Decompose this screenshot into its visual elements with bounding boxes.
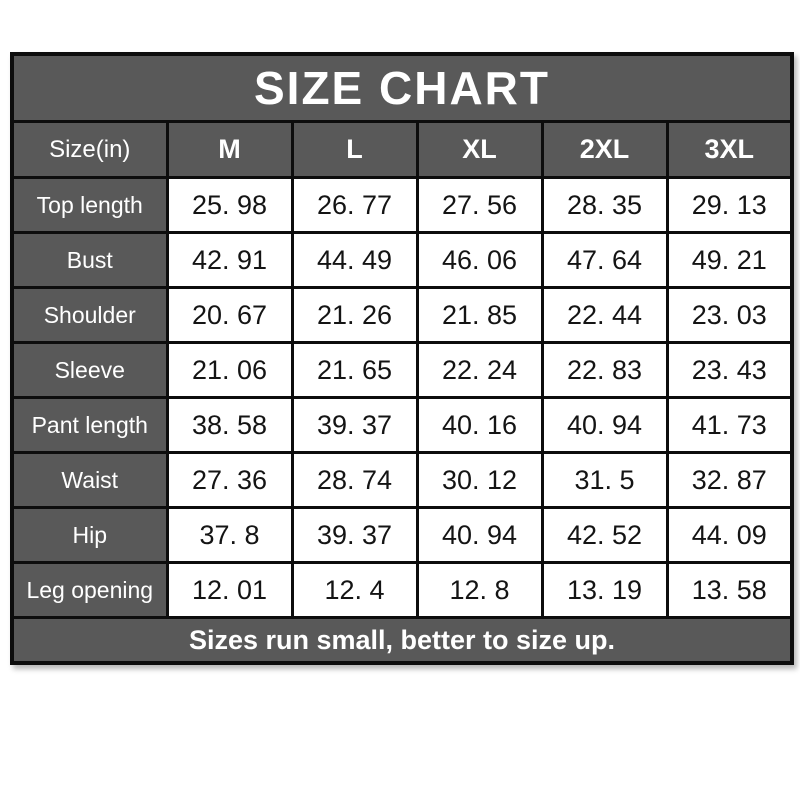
value-cell: 42. 91 xyxy=(167,233,292,288)
table-row xyxy=(12,288,792,343)
value-cell: 28. 74 xyxy=(292,453,417,508)
value-cell: 21. 06 xyxy=(167,343,292,398)
value-cell: 41. 73 xyxy=(667,398,792,453)
footer-row xyxy=(12,618,792,664)
table-row xyxy=(12,398,792,453)
value-cell: 29. 13 xyxy=(667,178,792,233)
table-row xyxy=(12,453,792,508)
value-cell: 12. 01 xyxy=(167,563,292,618)
table-row xyxy=(12,508,792,563)
col-header-xl: XL xyxy=(417,122,542,178)
footer-note: Sizes run small, better to size up. xyxy=(12,618,792,664)
value-cell: 32. 87 xyxy=(667,453,792,508)
col-header-m: M xyxy=(167,122,292,178)
value-cell: 40. 94 xyxy=(542,398,667,453)
value-cell: 21. 65 xyxy=(292,343,417,398)
value-cell: 22. 44 xyxy=(542,288,667,343)
value-cell: 21. 26 xyxy=(292,288,417,343)
table-row xyxy=(12,178,792,233)
value-cell: 26. 77 xyxy=(292,178,417,233)
value-cell: 40. 16 xyxy=(417,398,542,453)
table-row xyxy=(12,563,792,618)
row-label-pant-length: Pant length xyxy=(12,398,167,453)
value-cell: 46. 06 xyxy=(417,233,542,288)
value-cell: 42. 52 xyxy=(542,508,667,563)
value-cell: 23. 03 xyxy=(667,288,792,343)
row-label-top-length: Top length xyxy=(12,178,167,233)
chart-title: SIZE CHART xyxy=(12,54,792,122)
value-cell: 40. 94 xyxy=(417,508,542,563)
col-header-l: L xyxy=(292,122,417,178)
size-chart xyxy=(10,52,790,665)
table-row xyxy=(12,343,792,398)
corner-header: Size(in) xyxy=(12,122,167,178)
value-cell: 49. 21 xyxy=(667,233,792,288)
value-cell: 39. 37 xyxy=(292,508,417,563)
row-label-sleeve: Sleeve xyxy=(12,343,167,398)
value-cell: 13. 19 xyxy=(542,563,667,618)
value-cell: 38. 58 xyxy=(167,398,292,453)
value-cell: 27. 36 xyxy=(167,453,292,508)
value-cell: 21. 85 xyxy=(417,288,542,343)
value-cell: 47. 64 xyxy=(542,233,667,288)
value-cell: 20. 67 xyxy=(167,288,292,343)
size-chart-table xyxy=(10,52,794,665)
col-header-3xl: 3XL xyxy=(667,122,792,178)
value-cell: 28. 35 xyxy=(542,178,667,233)
value-cell: 25. 98 xyxy=(167,178,292,233)
table-row xyxy=(12,233,792,288)
value-cell: 44. 49 xyxy=(292,233,417,288)
value-cell: 31. 5 xyxy=(542,453,667,508)
value-cell: 37. 8 xyxy=(167,508,292,563)
col-header-2xl: 2XL xyxy=(542,122,667,178)
column-header-row xyxy=(12,122,792,178)
value-cell: 27. 56 xyxy=(417,178,542,233)
value-cell: 22. 24 xyxy=(417,343,542,398)
row-label-shoulder: Shoulder xyxy=(12,288,167,343)
title-row xyxy=(12,54,792,122)
row-label-waist: Waist xyxy=(12,453,167,508)
value-cell: 22. 83 xyxy=(542,343,667,398)
value-cell: 44. 09 xyxy=(667,508,792,563)
value-cell: 12. 4 xyxy=(292,563,417,618)
row-label-leg-opening: Leg opening xyxy=(12,563,167,618)
value-cell: 39. 37 xyxy=(292,398,417,453)
row-label-bust: Bust xyxy=(12,233,167,288)
row-label-hip: Hip xyxy=(12,508,167,563)
value-cell: 13. 58 xyxy=(667,563,792,618)
value-cell: 23. 43 xyxy=(667,343,792,398)
value-cell: 30. 12 xyxy=(417,453,542,508)
value-cell: 12. 8 xyxy=(417,563,542,618)
